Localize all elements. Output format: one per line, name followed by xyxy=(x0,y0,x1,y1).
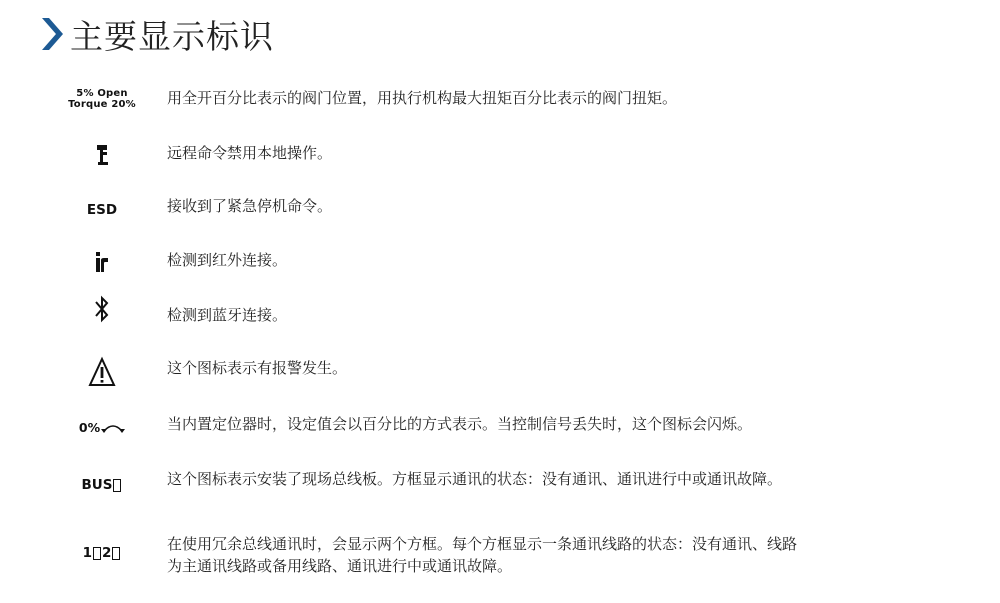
bus-icon xyxy=(60,472,144,498)
esd-label: ESD xyxy=(86,202,118,218)
item-description: 这个图标表示安装了现场总线板。方框显示通讯的状态：没有通讯、通讯进行中或通讯故障。 xyxy=(167,470,783,488)
item-description: 用全开百分比表示的阀门位置，用执行机构最大扭矩百分比表示的阀门扭矩。 xyxy=(167,89,678,107)
line-1-label: 1 xyxy=(82,545,92,561)
curved-arrow-icon xyxy=(101,420,125,434)
status-box-2 xyxy=(112,547,120,560)
list-item xyxy=(0,532,1000,582)
list-item xyxy=(0,84,1000,114)
bus-label: BUS xyxy=(81,477,113,493)
page-header xyxy=(40,14,274,54)
item-description: 这个图标表示有报警发生。 xyxy=(167,359,348,377)
item-description: 当内置定位器时，设定值会以百分比的方式表示。当控制信号丢失时，这个图标会闪烁。 xyxy=(167,415,753,433)
key-icon xyxy=(60,140,144,168)
list-item xyxy=(0,248,1000,278)
warning-icon xyxy=(60,354,144,390)
positioner-label: 0% xyxy=(78,419,101,435)
item-description: 检测到红外连接。 xyxy=(167,251,288,269)
open-label: 5% Open xyxy=(76,88,128,99)
infrared-icon xyxy=(60,248,144,276)
item-description: 检测到蓝牙连接。 xyxy=(167,306,288,324)
list-item xyxy=(0,140,1000,170)
line-2-label: 2 xyxy=(102,545,112,561)
list-item xyxy=(0,195,1000,225)
status-box-1 xyxy=(93,547,101,560)
chevron-right-icon xyxy=(40,14,66,54)
page-title: 主要显示标识 xyxy=(70,16,274,56)
description-line-1: 在使用冗余总线通讯时，会显示两个方框。每个方框显示一条通讯线路的状态：没有通讯、线路 xyxy=(167,535,798,553)
status-box xyxy=(113,479,121,492)
item-description: 远程命令禁用本地操作。 xyxy=(167,144,333,162)
list-item xyxy=(0,352,1000,392)
description-line-2: 为主通讯线路或备用线路、通讯进行中或通讯故障。 xyxy=(167,557,513,575)
esd-icon xyxy=(60,197,144,223)
torque-label: Torque 20% xyxy=(68,99,136,110)
item-description xyxy=(167,533,797,577)
list-item xyxy=(0,412,1000,442)
item-description: 接收到了紧急停机命令。 xyxy=(167,197,333,215)
redundant-bus-icon xyxy=(60,540,144,566)
open-torque-indicator-icon xyxy=(60,86,144,112)
bluetooth-icon xyxy=(60,292,144,326)
positioner-icon xyxy=(60,414,144,440)
list-item xyxy=(0,292,1000,332)
list-item xyxy=(0,468,1000,498)
